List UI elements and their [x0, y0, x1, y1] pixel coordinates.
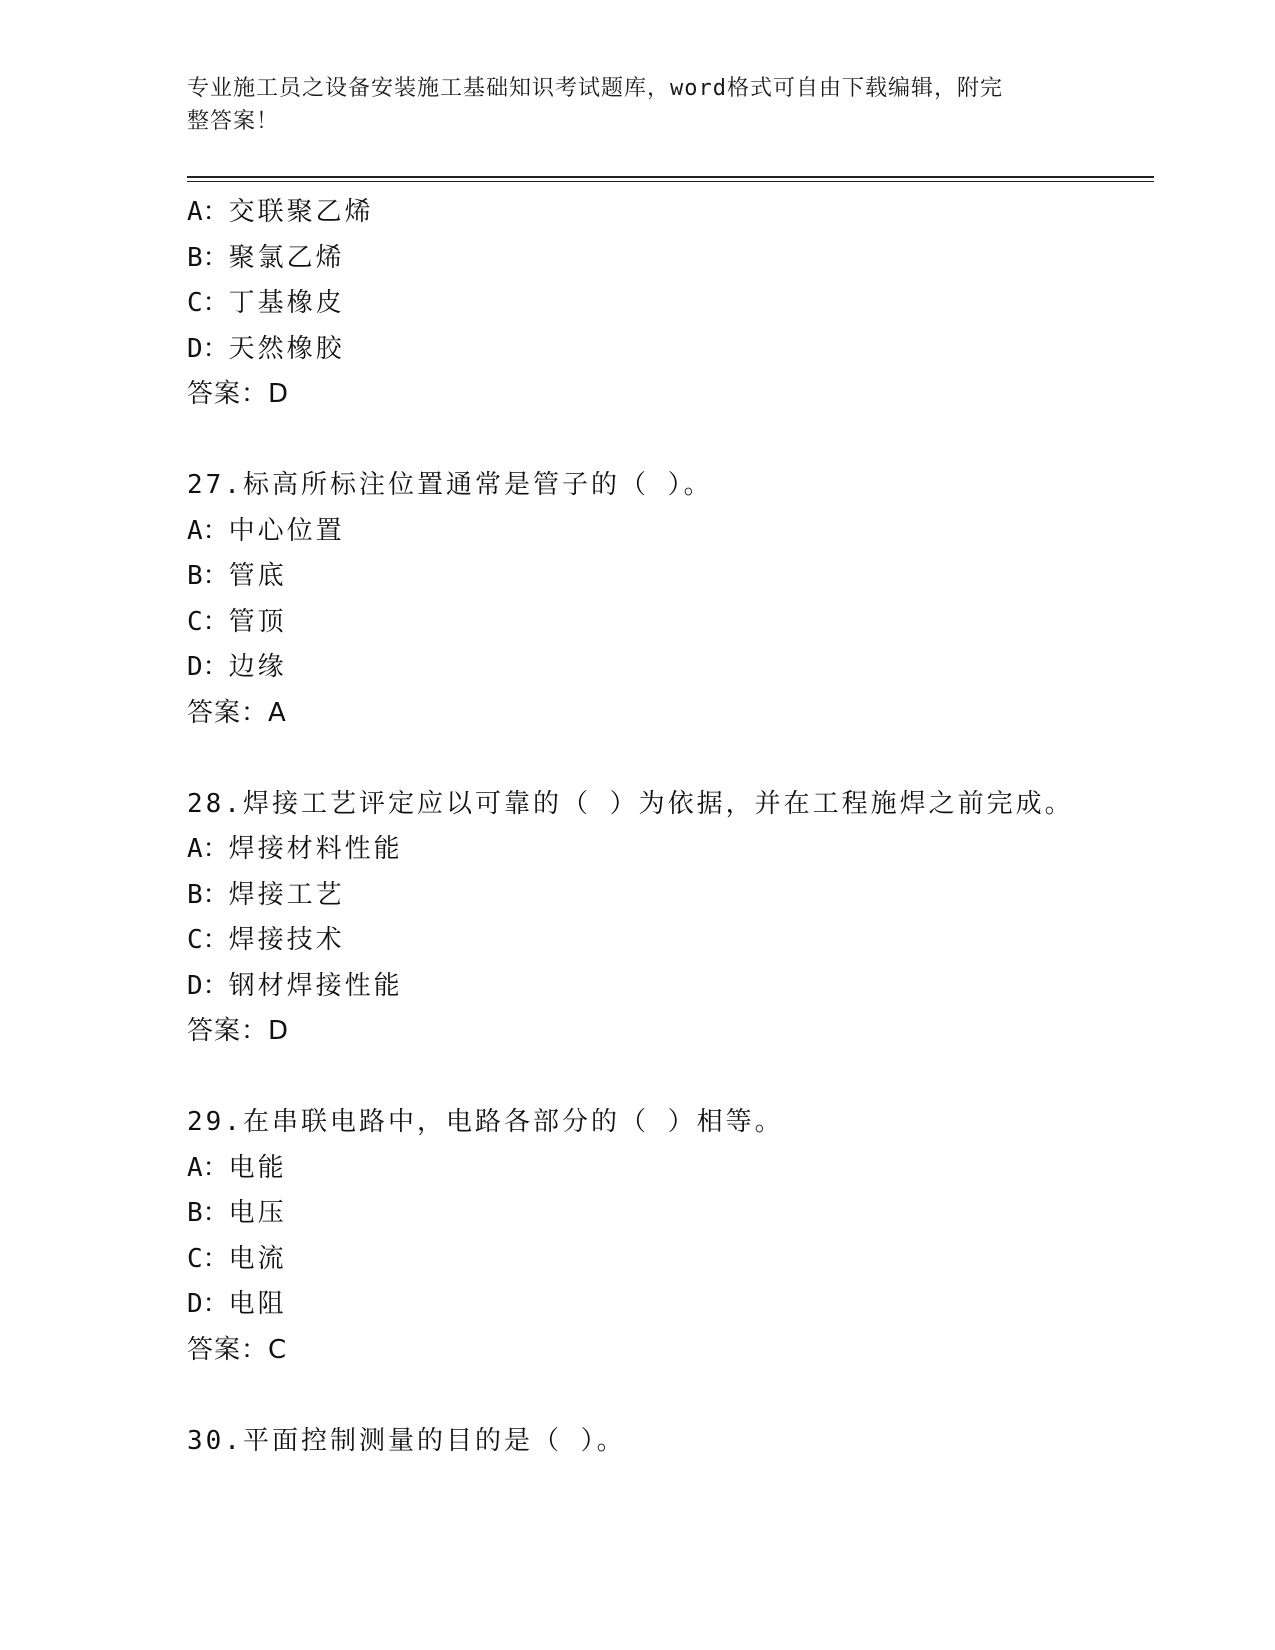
option-text: 钢材焊接性能	[228, 970, 403, 1001]
option-text: 电阻	[228, 1289, 287, 1319]
question-text: 30.平面控制测量的目的是（ ）。	[187, 1425, 626, 1456]
option-b	[187, 873, 1147, 919]
answer-line: 答案：D	[187, 379, 290, 409]
spacer	[187, 418, 1147, 464]
option-key: C：	[187, 606, 229, 637]
document-header	[187, 72, 1067, 138]
question-block	[187, 1419, 1147, 1465]
question-list	[187, 190, 1147, 1464]
option-c	[187, 918, 1147, 964]
option-key: C：	[187, 925, 229, 955]
option-c	[187, 1237, 1147, 1283]
option-text: 电流	[228, 1243, 287, 1274]
option-a	[187, 190, 1147, 236]
option-key: D：	[187, 652, 229, 682]
question-block	[187, 190, 1147, 418]
option-text: 电能	[228, 1152, 287, 1183]
option-text: 丁基橡皮	[228, 288, 345, 318]
option-key: D：	[187, 1289, 229, 1319]
option-text: 边缘	[228, 652, 287, 682]
question-text: 29.在串联电路中，电路各部分的（ ）相等。	[187, 1107, 784, 1137]
option-key: C：	[187, 288, 229, 318]
option-d	[187, 1282, 1147, 1328]
question-text: 28.焊接工艺评定应以可靠的（ ）为依据，并在工程施焊之前完成。	[187, 788, 1074, 819]
option-a	[187, 827, 1147, 873]
option-b	[187, 554, 1147, 600]
option-text: 交联聚乙烯	[228, 197, 374, 227]
option-key: B：	[187, 879, 229, 910]
option-d	[187, 645, 1147, 691]
spacer	[187, 1373, 1147, 1419]
option-text: 中心位置	[228, 515, 345, 546]
question-block	[187, 782, 1147, 1055]
option-key: B：	[187, 242, 229, 273]
answer-line: 答案：A	[187, 697, 287, 728]
option-d	[187, 964, 1147, 1010]
option-text: 天然橡胶	[228, 333, 345, 364]
header-divider-thin	[187, 181, 1154, 182]
option-key: A：	[187, 1152, 229, 1183]
spacer	[187, 736, 1147, 782]
option-key: A：	[187, 197, 229, 227]
option-key: C：	[187, 1243, 229, 1274]
header-line-2: 整答案！	[187, 109, 280, 134]
option-text: 电压	[228, 1198, 287, 1228]
option-text: 焊接技术	[228, 925, 345, 955]
header-line-1: 专业施工员之设备安装施工基础知识考试题库，word格式可自由下载编辑，附完	[187, 76, 1003, 101]
option-text: 聚氯乙烯	[228, 242, 345, 273]
option-b	[187, 236, 1147, 282]
option-key: A：	[187, 515, 229, 546]
question-block	[187, 463, 1147, 736]
answer-line: 答案：C	[187, 1334, 288, 1365]
question-text: 27.标高所标注位置通常是管子的（ ）。	[187, 470, 713, 500]
option-key: B：	[187, 561, 229, 591]
option-a	[187, 509, 1147, 555]
option-c	[187, 281, 1147, 327]
option-text: 焊接材料性能	[228, 834, 403, 864]
spacer	[187, 1055, 1147, 1101]
option-text: 管顶	[228, 606, 287, 637]
answer-line: 答案：D	[187, 1016, 290, 1046]
option-key: D：	[187, 333, 229, 364]
question-block	[187, 1100, 1147, 1373]
option-text: 管底	[228, 561, 287, 591]
option-c	[187, 600, 1147, 646]
option-key: B：	[187, 1198, 229, 1228]
option-b	[187, 1191, 1147, 1237]
option-text: 焊接工艺	[228, 879, 345, 910]
option-key: D：	[187, 970, 229, 1001]
option-key: A：	[187, 834, 229, 864]
option-d	[187, 327, 1147, 373]
option-a	[187, 1146, 1147, 1192]
header-divider-thick	[187, 176, 1154, 178]
